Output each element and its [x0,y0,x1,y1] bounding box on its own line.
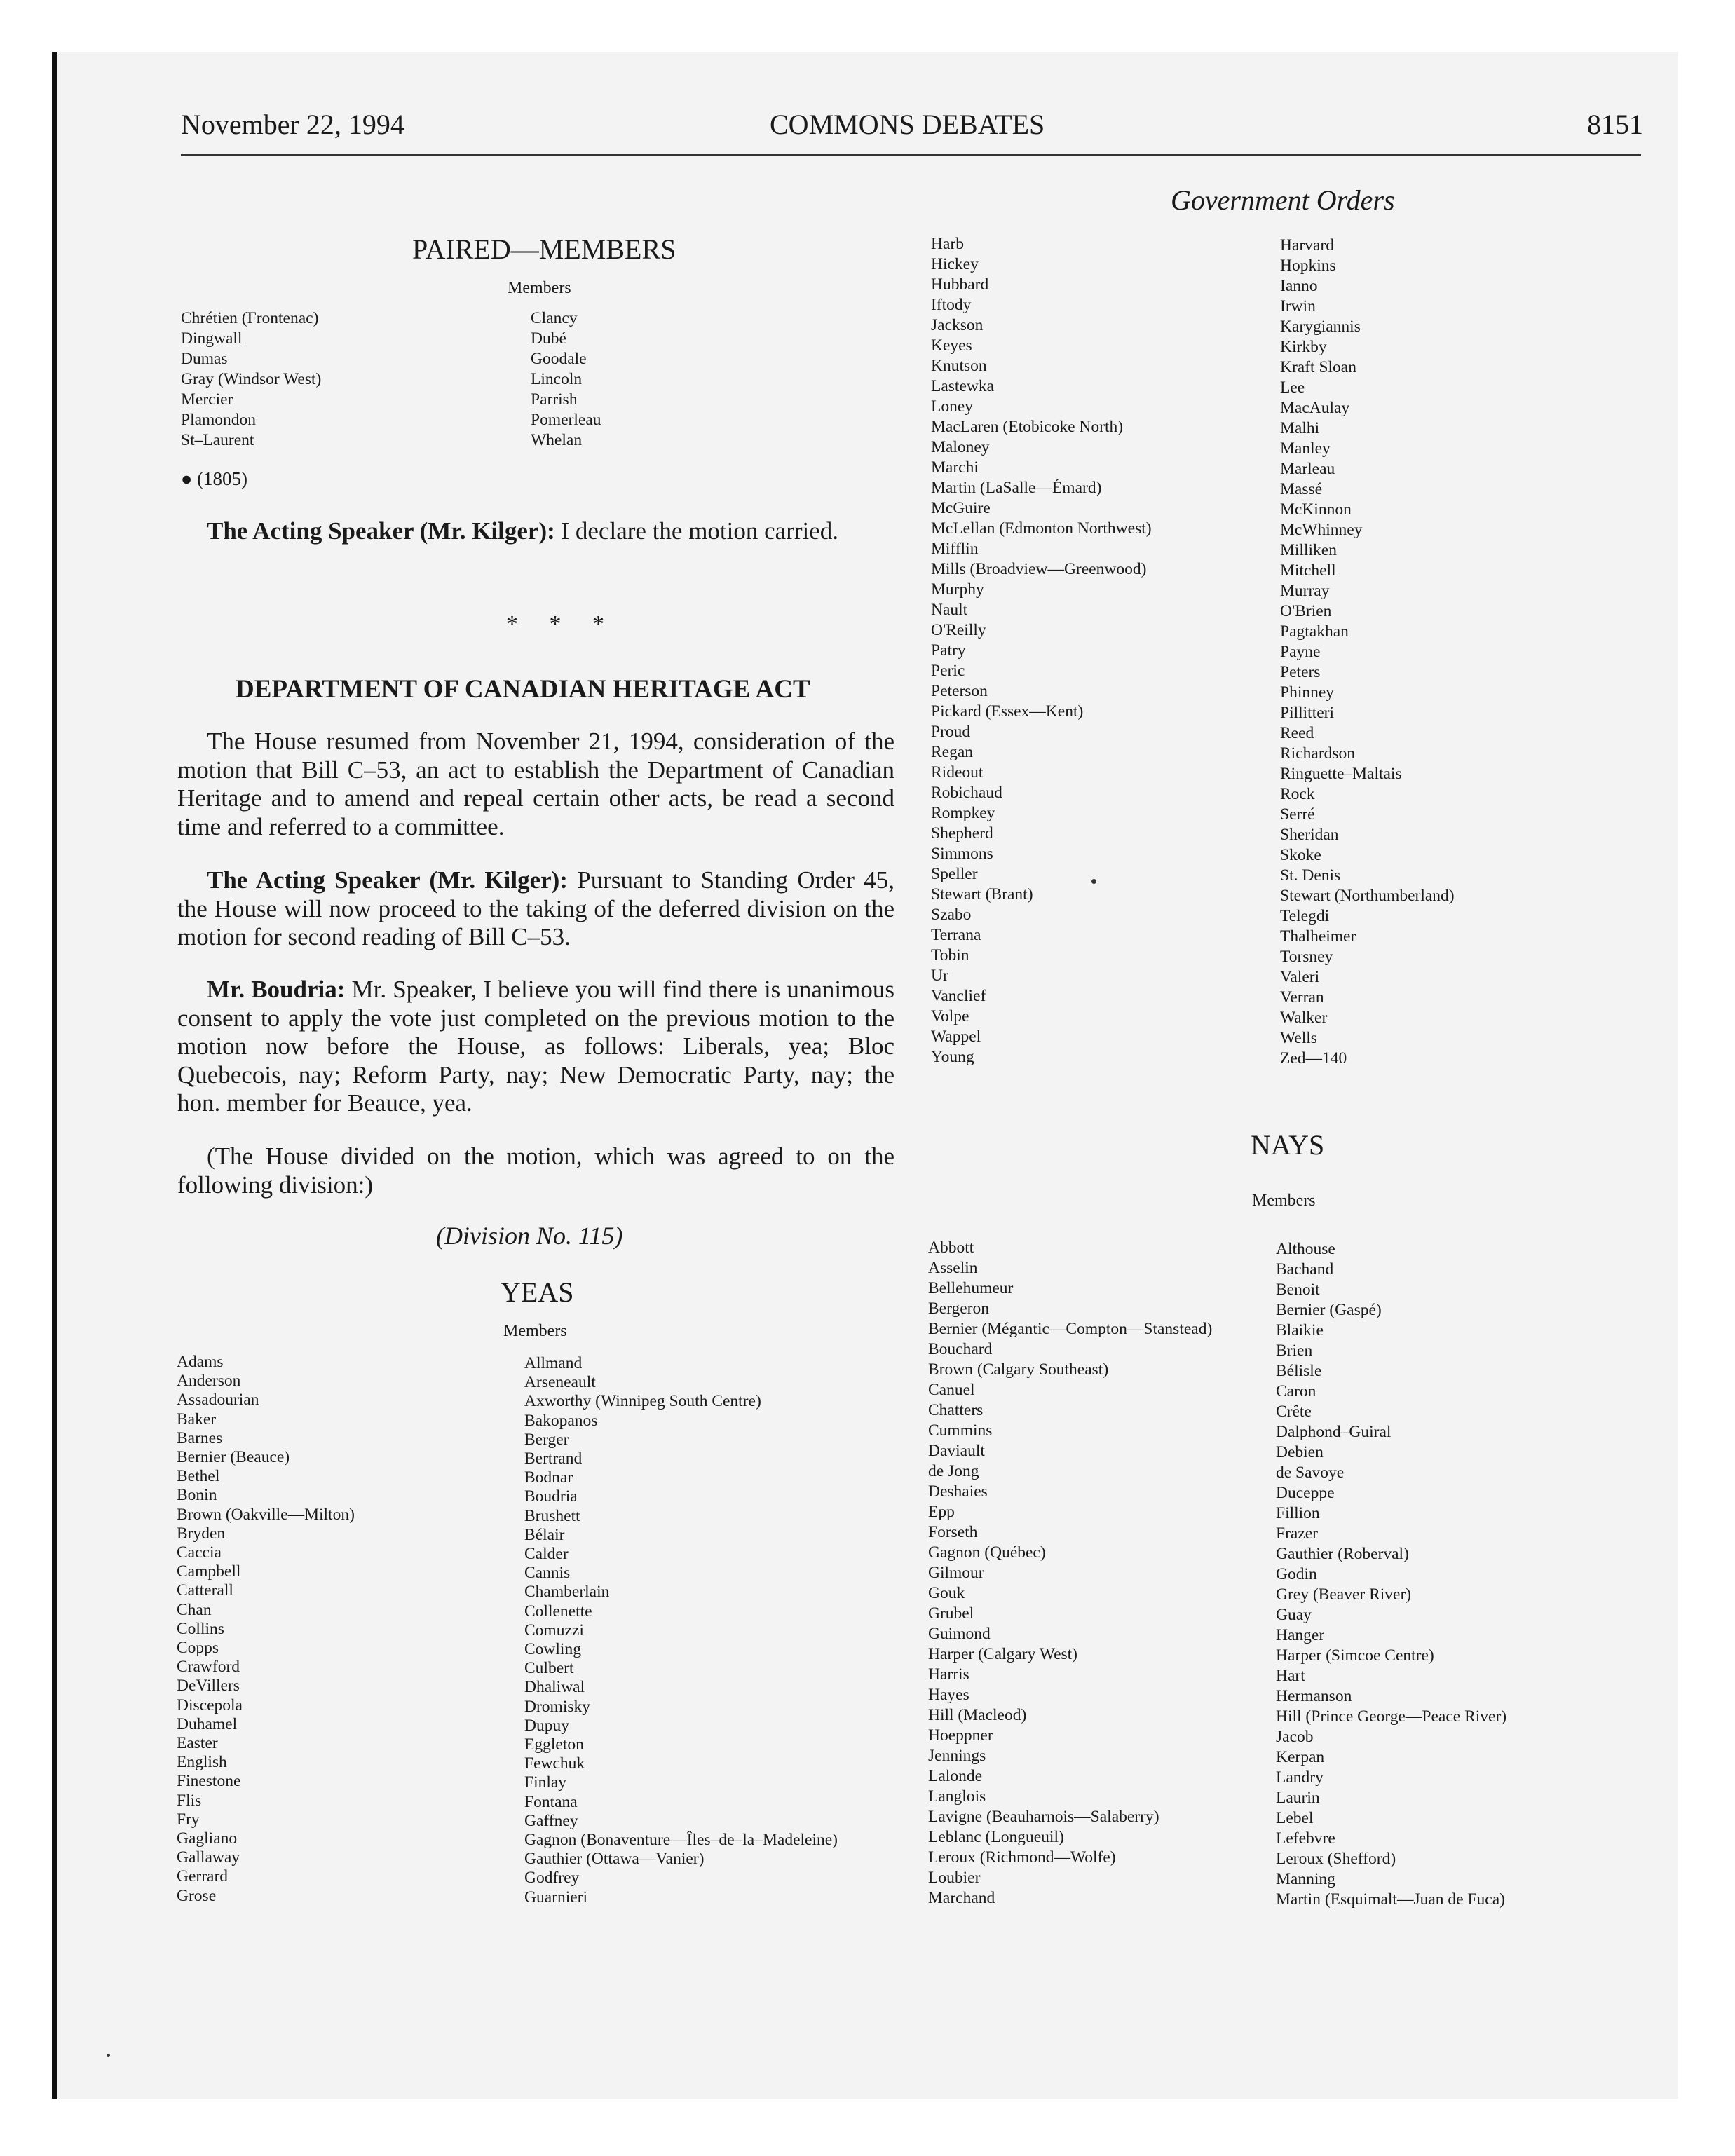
member-name: Massé [1280,480,1323,498]
division-number: (Division No. 115) [436,1222,623,1250]
member-name: Bernier (Mégantic—Compton—Stanstead) [928,1320,1213,1338]
yeas-list-col2 [524,1354,838,1907]
member-name: Milliken [1280,541,1337,559]
speaker-name: Mr. Boudria: [207,976,346,1003]
paired-list-right [531,308,601,451]
member-name: Stewart (Northumberland) [1280,887,1455,905]
yeas-list-col3 [931,234,1152,1067]
member-name: Loubier [928,1869,981,1887]
member-name: Hart [1276,1667,1305,1685]
member-name: Kirkby [1280,338,1327,356]
member-name: Easter [177,1734,218,1753]
member-name: McKinnon [1280,500,1352,519]
member-name: Lefebvre [1276,1829,1335,1848]
member-name: Lebel [1276,1809,1314,1827]
member-name: Patry [931,641,966,660]
member-name: Phinney [1280,683,1335,702]
member-name: Cummins [928,1421,993,1440]
member-name: Guarnieri [524,1888,588,1906]
member-name: Wappel [931,1028,981,1046]
member-name: Martin (Esquimalt—Juan de Fuca) [1276,1890,1505,1909]
member-name: Mitchell [1280,561,1336,580]
member-name: Landry [1276,1768,1324,1787]
member-name: Gallaway [177,1848,240,1867]
member-name: Kerpan [1276,1748,1325,1766]
member-name: Simmons [931,845,993,863]
header-title: COMMONS DEBATES [770,109,1045,140]
member-name: Brown (Calgary Southeast) [928,1360,1109,1379]
member-name: Duhamel [177,1714,238,1733]
member-name: Lincoln [531,370,583,388]
member-name: Terrana [931,926,981,944]
member-name: Hanger [1276,1626,1325,1644]
bullet-icon: ● [181,468,193,489]
member-name: Althouse [1276,1240,1335,1258]
member-name: Dromisky [524,1697,590,1716]
member-name: Ur [931,967,948,985]
member-name: Gauthier (Ottawa—Vanier) [524,1850,705,1869]
member-name: Bertrand [524,1449,583,1468]
member-name: Bélair [524,1525,565,1544]
member-name: Wells [1280,1029,1317,1047]
member-name: Plamondon [181,411,257,429]
header-rule [181,154,1641,156]
paragraph-declare [177,517,894,546]
nays-list-col1 [928,1238,1212,1909]
yeas-members-label: Members [503,1322,567,1340]
paragraph-boudria [177,976,894,1118]
scan-speck [107,2054,110,2057]
member-name: Bernier (Gaspé) [1276,1301,1382,1319]
member-name: Regan [931,743,974,761]
member-name: Valeri [1280,968,1320,986]
member-name: Chamberlain [524,1583,610,1602]
member-name: Chrétien (Frontenac) [181,309,319,327]
member-name: Bouchard [928,1340,993,1358]
member-name: Lastewka [931,377,995,395]
member-name: Grubel [928,1604,974,1623]
member-name: Discepola [177,1696,243,1714]
member-name: Dhaliwal [524,1678,585,1697]
member-name: Crête [1276,1403,1312,1421]
speech-text: Pursuant to Standing Order 45, the House will now proceed to the taking of the deferred division on the motion for second reading of Bill C–53. [177,866,894,950]
paragraph-divided [177,1142,894,1199]
speech-text: I declare the motion carried. [554,517,839,545]
member-name: Frazer [1276,1524,1319,1543]
member-name: Murphy [931,580,984,599]
member-name: Gagnon (Québec) [928,1543,1046,1562]
member-name: Dumas [181,350,228,368]
member-name: Benoit [1276,1281,1320,1299]
paragraph-resumed [177,728,894,841]
member-name: Sheridan [1280,826,1339,844]
member-name: Zed—140 [1280,1049,1347,1067]
member-name: Telegdi [1280,907,1330,925]
member-name: Whelan [531,431,583,449]
member-name: Harper (Calgary West) [928,1645,1078,1663]
member-name: Pickard (Essex—Kent) [931,702,1084,721]
member-name: Caccia [177,1543,222,1562]
member-name: Comuzzi [524,1621,584,1639]
member-name: Gauthier (Roberval) [1276,1545,1409,1563]
member-name: Gerrard [177,1867,229,1886]
member-name: Calder [524,1545,569,1564]
member-name: Arseneault [524,1373,596,1392]
member-name: Laurin [1276,1789,1320,1807]
member-name: Debien [1276,1443,1324,1461]
member-name: McGuire [931,499,991,517]
member-name: Peterson [931,682,988,700]
member-name: Rideout [931,763,984,782]
member-name: Harvard [1280,236,1334,254]
member-name: Pillitteri [1280,704,1335,722]
member-name: Lavigne (Beauharnois—Salaberry) [928,1808,1159,1826]
member-name: Leroux (Richmond—Wolfe) [928,1848,1116,1867]
member-name: Mifflin [931,540,979,558]
member-name: Brushett [524,1506,580,1525]
divided-text: (The House divided on the motion, which was agreed to on the following division:) [177,1142,894,1199]
member-name: Berger [524,1430,569,1449]
paired-members-label: Members [508,279,571,297]
member-name: Bodnar [524,1468,573,1487]
member-name: Chatters [928,1401,984,1419]
paragraph-pursuant [177,866,894,952]
member-name: Dalphond–Guiral [1276,1423,1392,1441]
member-name: Iftody [931,296,972,314]
member-name: Marchand [928,1889,995,1907]
member-name: Peric [931,662,965,680]
member-name: Finestone [177,1772,241,1791]
member-name: DeVillers [177,1677,240,1696]
member-name: Richardson [1280,744,1356,763]
member-name: Maloney [931,438,990,456]
member-name: Bélisle [1276,1362,1322,1380]
member-name: Hill (Prince George—Peace River) [1276,1707,1507,1726]
member-name: Fontana [524,1792,578,1811]
member-name: Gilmour [928,1564,984,1582]
member-name: Gaffney [524,1811,578,1830]
member-name: Tobin [931,946,969,964]
speaker-name: The Acting Speaker (Mr. Kilger): [207,866,568,894]
member-name: Lalonde [928,1767,982,1785]
member-name: Malhi [1280,419,1320,437]
member-name: Canuel [928,1381,975,1399]
member-name: Deshaies [928,1482,988,1501]
member-name: Gray (Windsor West) [181,370,322,388]
header-date: November 22, 1994 [181,109,404,140]
yeas-list-col4 [1280,236,1455,1069]
member-name: Barnes [177,1428,223,1447]
member-name: Leblanc (Longueuil) [928,1828,1064,1846]
member-name: Hayes [928,1686,969,1704]
member-name: McLellan (Edmonton Northwest) [931,519,1152,538]
member-name: O'Reilly [931,621,986,639]
speaker-name: The Acting Speaker (Mr. Kilger): [207,517,555,545]
member-name: Bergeron [928,1299,990,1318]
member-name: Harb [931,235,964,253]
member-name: Irwin [1280,297,1316,315]
member-name: Nault [931,601,968,619]
member-name: Szabo [931,906,972,924]
member-name: Martin (LaSalle—Émard) [931,479,1102,497]
member-name: Dupuy [524,1716,569,1735]
member-name: Skoke [1280,846,1321,864]
member-name: Kraft Sloan [1280,358,1356,376]
member-name: St. Denis [1280,866,1341,885]
member-name: Serré [1280,805,1315,824]
paired-list-left [181,308,321,451]
member-name: McWhinney [1280,521,1363,539]
member-name: Copps [177,1639,219,1658]
member-name: Bellehumeur [928,1279,1014,1297]
member-name: Axworthy (Winnipeg South Centre) [524,1392,761,1411]
member-name: Gouk [928,1584,965,1602]
member-name: St–Laurent [181,431,254,449]
member-name: Boudria [524,1487,578,1506]
member-name: Fry [177,1810,200,1829]
member-name: Epp [928,1503,955,1521]
member-name: English [177,1753,227,1772]
member-name: Crawford [177,1658,240,1677]
member-name: Harper (Simcoe Centre) [1276,1646,1434,1665]
member-name: Langlois [928,1787,986,1806]
member-name: Grey (Beaver River) [1276,1585,1412,1604]
member-name: Jackson [931,316,984,334]
nays-heading: NAYS [1251,1129,1325,1161]
member-name: Thalheimer [1280,927,1356,946]
header-page-number: 8151 [1587,109,1643,140]
member-name: de Jong [928,1462,979,1480]
member-name: Bonin [177,1486,217,1505]
member-name: Baker [177,1410,217,1428]
member-name: Knutson [931,357,987,375]
member-name: MacLaren (Etobicoke North) [931,418,1124,436]
member-name: Bakopanos [524,1411,598,1430]
member-name: Pagtakhan [1280,622,1349,641]
section-separator: * * * [506,611,617,637]
member-name: Proud [931,723,971,741]
scan-speck [1091,879,1096,884]
member-name: Finlay [524,1773,567,1792]
member-name: Eggleton [524,1735,584,1754]
member-name: Cowling [524,1640,581,1659]
member-name: Flis [177,1791,202,1810]
member-name: Mercier [181,390,233,409]
member-name: Adams [177,1353,224,1371]
member-name: Murray [1280,582,1330,600]
member-name: Robichaud [931,784,1002,802]
member-name: Culbert [524,1659,574,1678]
member-name: Goodale [531,350,587,368]
member-name: de Savoye [1276,1464,1345,1482]
member-name: Jacob [1276,1728,1314,1746]
member-name: Collenette [524,1602,592,1621]
member-name: Manley [1280,439,1331,458]
member-name: Loney [931,397,974,416]
member-name: Walker [1280,1009,1328,1027]
member-name: Young [931,1048,974,1066]
time-stamp-text: (1805) [197,468,248,489]
yeas-list-col1 [177,1353,355,1906]
member-name: Lee [1280,378,1305,397]
resumed-text: The House resumed from November 21, 1994, consideration of the motion that Bill C–53, an act to establish the Department of Canadian Heritage and to amend and repeal certain other acts, be read a second time and referred to a committee. [177,728,894,840]
member-name: Hopkins [1280,257,1336,275]
member-name: Volpe [931,1007,969,1025]
member-name: Assadourian [177,1391,259,1410]
member-name: Peters [1280,663,1321,681]
member-name: Cannis [524,1564,571,1583]
member-name: Guay [1276,1606,1312,1624]
member-name: Godfrey [524,1869,580,1888]
member-name: Forseth [928,1523,978,1541]
member-name: Hickey [931,255,979,273]
member-name: Asselin [928,1259,978,1277]
section-running-head: Government Orders [1171,184,1395,216]
member-name: Bachand [1276,1260,1334,1278]
member-name: Hermanson [1276,1687,1352,1705]
member-name: Marchi [931,458,979,477]
member-name: Fillion [1276,1504,1320,1522]
member-name: Karygiannis [1280,318,1361,336]
member-name: Anderson [177,1372,241,1391]
member-name: Collins [177,1619,224,1638]
member-name: Dubé [531,329,566,348]
member-name: Catterall [177,1581,233,1600]
member-name: Godin [1276,1565,1317,1583]
member-name: Speller [931,865,978,883]
member-name: Payne [1280,643,1321,661]
member-name: Abbott [928,1239,974,1257]
member-name: Guimond [928,1625,991,1643]
member-name: Verran [1280,988,1324,1007]
member-name: Pomerleau [531,411,601,429]
member-name: Ianno [1280,277,1318,295]
member-name: Blaikie [1276,1321,1324,1339]
member-name: Dingwall [181,329,243,348]
member-name: Caron [1276,1382,1316,1400]
member-name: Marleau [1280,460,1335,478]
member-name: Fewchuk [524,1754,585,1773]
member-name: Brown (Oakville—Milton) [177,1505,355,1524]
member-name: Rock [1280,785,1315,803]
member-name: Daviault [928,1442,985,1460]
member-name: Jennings [928,1747,986,1765]
member-name: Stewart (Brant) [931,885,1033,903]
member-name: Grose [177,1886,217,1905]
member-name: Brien [1276,1342,1313,1360]
paired-members-heading: PAIRED—MEMBERS [412,233,676,265]
member-name: Manning [1276,1870,1335,1888]
nays-members-label: Members [1252,1192,1316,1210]
member-name: Vanclief [931,987,986,1005]
member-name: Mills (Broadview—Greenwood) [931,560,1147,578]
speech-text: Mr. Speaker, I believe you will find there is unanimous consent to apply the vote just completed on the previous motion to the motion now before the House, as follows: Liberals, yea; Bloc Quebecois, nay; Reform Party, nay; New Democratic Party, nay; the hon. member for Beauce, yea. [177,976,895,1117]
bill-heading: DEPARTMENT OF CANADIAN HERITAGE ACT [236,675,810,704]
member-name: Hubbard [931,275,989,294]
member-name: Gagliano [177,1829,238,1848]
nays-list-col2 [1276,1239,1506,1910]
member-name: Chan [177,1600,212,1619]
member-name: Hoeppner [928,1726,993,1745]
member-name: Rompkey [931,804,995,822]
member-name: Parrish [531,390,578,409]
member-name: Ringuette–Maltais [1280,765,1402,783]
time-stamp [181,468,247,490]
member-name: Campbell [177,1562,241,1581]
member-name: Reed [1280,724,1314,742]
member-name: Clancy [531,309,578,327]
member-name: Bryden [177,1524,226,1543]
member-name: Duceppe [1276,1484,1335,1502]
member-name: O'Brien [1280,602,1332,620]
member-name: Hill (Macleod) [928,1706,1027,1724]
member-name: MacAulay [1280,399,1350,417]
yeas-heading: YEAS [501,1276,574,1308]
member-name: Gagnon (Bonaventure—Îles–de–la–Madeleine) [524,1831,838,1850]
member-name: Keyes [931,336,972,355]
member-name: Harris [928,1665,969,1684]
member-name: Torsney [1280,948,1333,966]
member-name: Allmand [524,1354,583,1372]
member-name: Leroux (Shefford) [1276,1850,1396,1868]
member-name: Shepherd [931,824,993,842]
member-name: Bernier (Beauce) [177,1448,290,1467]
member-name: Bethel [177,1467,220,1486]
